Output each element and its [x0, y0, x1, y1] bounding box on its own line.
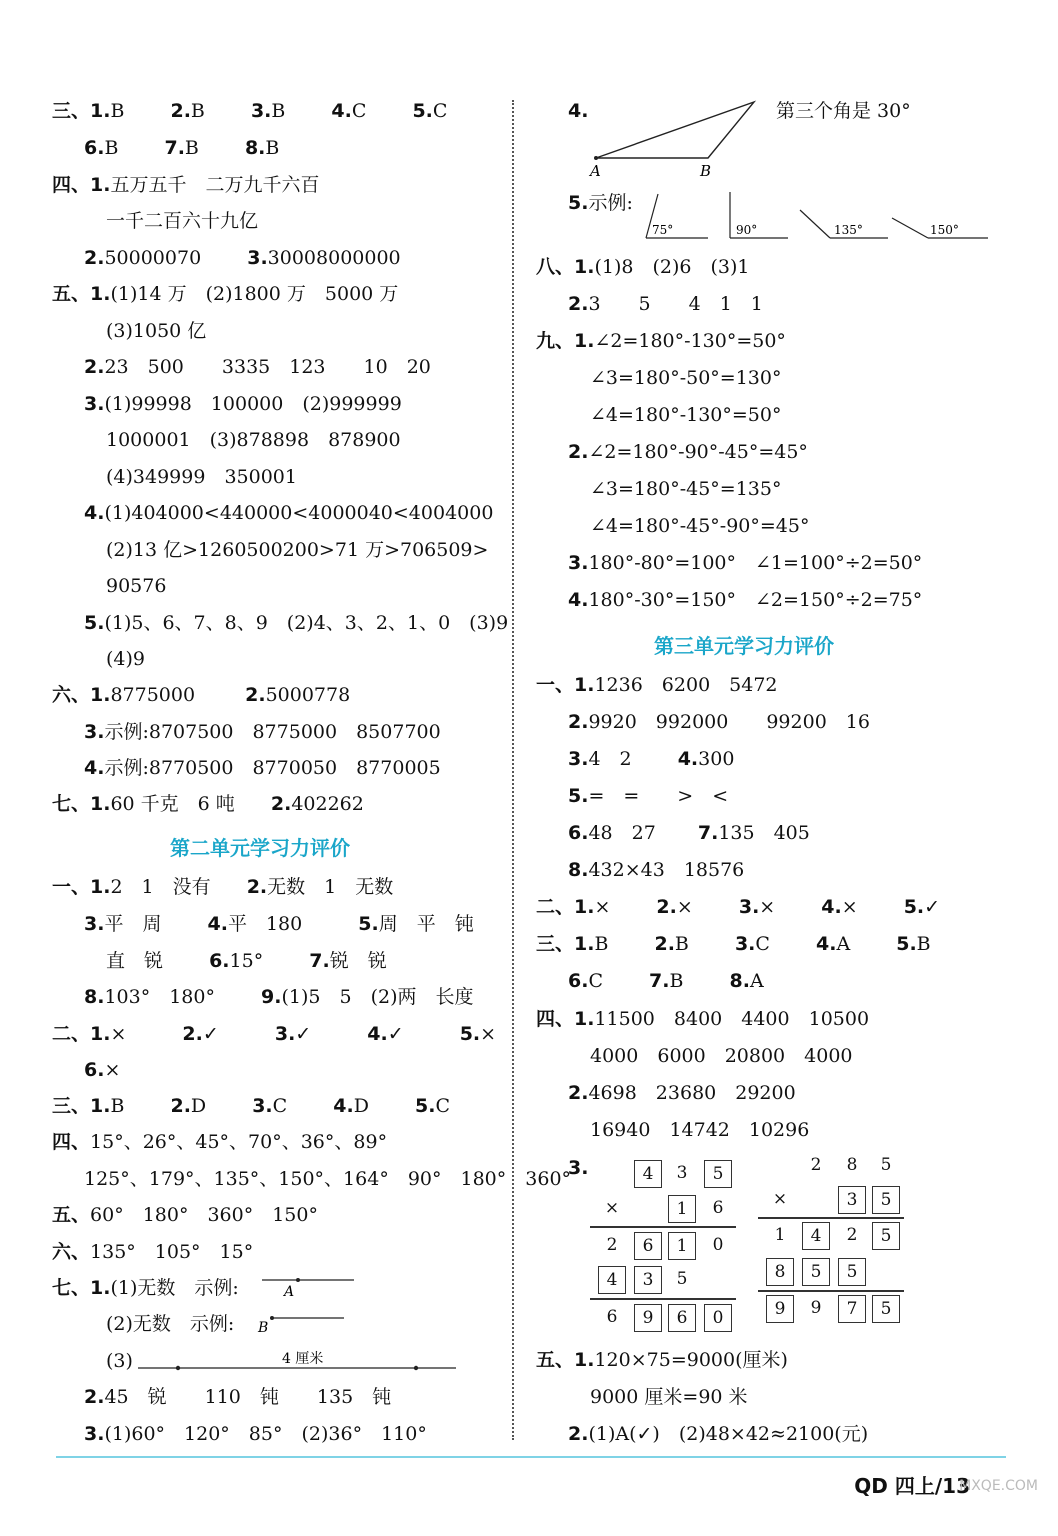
digit-box: 6 — [634, 1232, 662, 1260]
angle-examples — [644, 188, 994, 244]
answer-line: 6.48 27 7.135 405 — [568, 822, 810, 844]
digit-box: 4 — [634, 1160, 662, 1188]
answer-line: 四、1.五万五千 二万九千六百 — [52, 174, 320, 196]
answer-line: 五、1.(1)14 万 (2)1800 万 5000 万 — [52, 283, 399, 305]
answer-line: 四、15°、26°、45°、70°、36°、89° — [52, 1131, 388, 1153]
answer-line: (2)13 亿>1260500200>71 万>706509> — [106, 539, 489, 561]
answer-line: 1000001 (3)878898 878900 — [106, 429, 401, 451]
answer-line: 3.(1)60° 120° 85° (2)36° 110° — [84, 1423, 427, 1445]
answer-line: 三、1.B 2.D 3.C 4.D 5.C — [52, 1095, 450, 1117]
digit: 6 — [606, 1307, 618, 1327]
digit-box: 5 — [872, 1222, 900, 1250]
answer-line: 3. — [568, 1157, 589, 1179]
answer-line: (3)1050 亿 — [106, 320, 207, 342]
answer-line: (4)9 — [106, 648, 146, 670]
ray-figure-a — [260, 1276, 360, 1300]
answer-line: 4.180°-30°=150° ∠2=150°÷2=75° — [568, 589, 923, 611]
answer-line: 二、1.× 2.× 3.× 4.× 5.✓ — [536, 896, 941, 918]
digit-box: 4 — [598, 1266, 626, 1294]
digit-box: 5 — [704, 1160, 732, 1188]
answer-line: 8.432×43 18576 — [568, 859, 745, 881]
answer-line: 三、1.B 2.B 3.C 4.A 5.B — [536, 933, 931, 955]
answer-line: 一千二百六十九亿 — [106, 210, 259, 232]
answer-line: 七、1.60 千克 6 吨 2.402262 — [52, 793, 364, 815]
answer-line: 6.B 7.B 8.B — [84, 137, 280, 159]
answer-line: (3) — [106, 1350, 133, 1372]
point-a-label: A — [284, 1284, 295, 1300]
answer-line: 2.4698 23680 29200 — [568, 1082, 796, 1104]
answer-line: 3.180°-80°=100° ∠1=100°÷2=50° — [568, 552, 923, 574]
angle-75 — [646, 194, 708, 238]
answer-line: 90576 — [106, 575, 167, 597]
section-heading: 第三单元学习力评价 — [654, 634, 834, 658]
answer-line: 2.∠2=180°-90°-45°=45° — [568, 441, 808, 463]
ray-figure-b — [256, 1312, 356, 1336]
digit-box: 5 — [872, 1295, 900, 1323]
times-sign: × — [772, 1189, 788, 1209]
section-heading: 第二单元学习力评价 — [170, 836, 350, 860]
page-footer: QD 四上/13 — [854, 1474, 970, 1498]
answer-line: 16940 14742 10296 — [590, 1119, 810, 1141]
digit: 2 — [606, 1235, 618, 1255]
angle-90 — [730, 192, 788, 238]
answer-line: 3.(1)99998 100000 (2)999999 — [84, 393, 402, 415]
digit-box: 7 — [838, 1295, 866, 1323]
answer-line: (4)349999 350001 — [106, 466, 297, 488]
angle-135 — [800, 210, 888, 238]
angle-150 — [892, 218, 988, 238]
answer-line: 3.示例:8707500 8775000 8507700 — [84, 721, 441, 743]
digit: 5 — [880, 1155, 892, 1175]
triangle-a-label: A — [590, 162, 601, 180]
answer-line: 八、1.(1)8 (2)6 (3)1 — [536, 256, 750, 278]
digit-box: 6 — [668, 1304, 696, 1332]
answer-line: 4.示例:8770500 8770050 8770005 — [84, 757, 441, 779]
digit: 1 — [774, 1225, 786, 1245]
times-sign: × — [604, 1198, 620, 1218]
answer-line: 3.平 周 4.平 180 5.周 平 钝 — [84, 913, 474, 935]
answer-line: 4000 6000 20800 4000 — [590, 1045, 853, 1067]
digit-box: 1 — [668, 1232, 696, 1260]
digit-box: 9 — [634, 1304, 662, 1332]
segment-length-label: 4 厘米 — [282, 1351, 324, 1367]
answer-line: (2)无数 示例: — [106, 1313, 235, 1335]
digit-box: 1 — [668, 1195, 696, 1223]
digit-box: 0 — [704, 1304, 732, 1332]
answer-line: 2.50000070 3.30008000000 — [84, 247, 401, 269]
digit-box: 3 — [838, 1186, 866, 1214]
angle-75-label: 75° — [652, 223, 674, 237]
answer-line: 六、1.8775000 2.5000778 — [52, 684, 351, 706]
digit: 5 — [676, 1269, 688, 1289]
answer-line: 6.× — [84, 1059, 121, 1081]
digit: 9 — [810, 1298, 822, 1318]
digit-box: 5 — [838, 1258, 866, 1286]
answer-line: 3.4 2 4.300 — [568, 748, 735, 770]
watermark: MXQE.COM — [959, 1478, 1038, 1494]
answer-line: 5.= = > < — [568, 785, 729, 807]
answer-line: 5.示例: — [568, 192, 633, 214]
digit-box: 5 — [802, 1258, 830, 1286]
answer-line: 9000 厘米=90 米 — [590, 1386, 748, 1408]
answer-line: 一、1.1236 6200 5472 — [536, 674, 778, 696]
digit-box: 3 — [634, 1266, 662, 1294]
rule — [590, 1298, 736, 1300]
answer-line: 一、1.2 1 没有 2.无数 1 无数 — [52, 876, 394, 898]
point-b-label: B — [258, 1320, 269, 1336]
digit-box: 8 — [766, 1258, 794, 1286]
digit: 2 — [846, 1225, 858, 1245]
answer-line: ∠3=180°-45°=135° — [590, 478, 782, 500]
angle-90-label: 90° — [736, 223, 758, 237]
rule — [590, 1226, 736, 1228]
answer-line: ∠4=180°-130°=50° — [590, 404, 782, 426]
answer-line: 第三个角是 30° — [776, 100, 911, 122]
digit: 3 — [676, 1163, 688, 1183]
footer-rule — [56, 1456, 1006, 1458]
angle-150-label: 150° — [930, 223, 959, 237]
answer-line: 2.45 锐 110 钝 135 钝 — [84, 1386, 392, 1408]
answer-line: 九、1.∠2=180°-130°=50° — [536, 330, 786, 352]
digit: 0 — [712, 1235, 724, 1255]
rule — [758, 1217, 904, 1219]
answer-line: 2.3 5 4 1 1 — [568, 293, 763, 315]
answer-line: 4. — [568, 100, 589, 122]
answer-line: 二、1.× 2.✓ 3.✓ 4.✓ 5.× — [52, 1023, 497, 1045]
digit: 6 — [712, 1198, 724, 1218]
answer-line: 六、135° 105° 15° — [52, 1241, 254, 1263]
answer-line: 8.103° 180° 9.(1)5 5 (2)两 长度 — [84, 986, 474, 1008]
answer-line: 五、60° 180° 360° 150° — [52, 1204, 318, 1226]
rule — [758, 1290, 904, 1292]
answer-line: 4.(1)404000<440000<4000040<4004000 — [84, 502, 494, 524]
answer-line: 三、1.B 2.B 3.B 4.C 5.C — [52, 100, 448, 122]
digit: 2 — [810, 1155, 822, 1175]
digit-box: 4 — [802, 1222, 830, 1250]
answer-line: 2.23 500 3335 123 10 20 — [84, 356, 431, 378]
answer-line: ∠4=180°-45°-90°=45° — [590, 515, 810, 537]
angle-135-label: 135° — [834, 223, 863, 237]
answer-line: ∠3=180°-50°=130° — [590, 367, 782, 389]
answer-line: 五、1.120×75=9000(厘米) — [536, 1349, 788, 1371]
triangle-b-label: B — [700, 162, 712, 180]
digit-box: 5 — [872, 1186, 900, 1214]
answer-line: 2.9920 992000 99200 16 — [568, 711, 870, 733]
digit-box: 9 — [766, 1295, 794, 1323]
triangle-figure — [586, 96, 766, 180]
segment-figure — [136, 1346, 460, 1372]
answer-line: 直 锐 6.15° 7.锐 锐 — [106, 950, 387, 972]
column-divider — [512, 100, 514, 1440]
answer-line: 七、1.(1)无数 示例: — [52, 1277, 239, 1299]
answer-line: 125°、179°、135°、150°、164° 90° 180° 360° — [84, 1168, 572, 1190]
answer-line: 四、1.11500 8400 4400 10500 — [536, 1008, 870, 1030]
digit: 8 — [846, 1155, 858, 1175]
answer-line: 2.(1)A(✓) (2)48×42≈2100(元) — [568, 1423, 869, 1445]
answer-line: 5.(1)5、6、7、8、9 (2)4、3、2、1、0 (3)9 — [84, 612, 509, 634]
answer-line: 6.C 7.B 8.A — [568, 970, 764, 992]
